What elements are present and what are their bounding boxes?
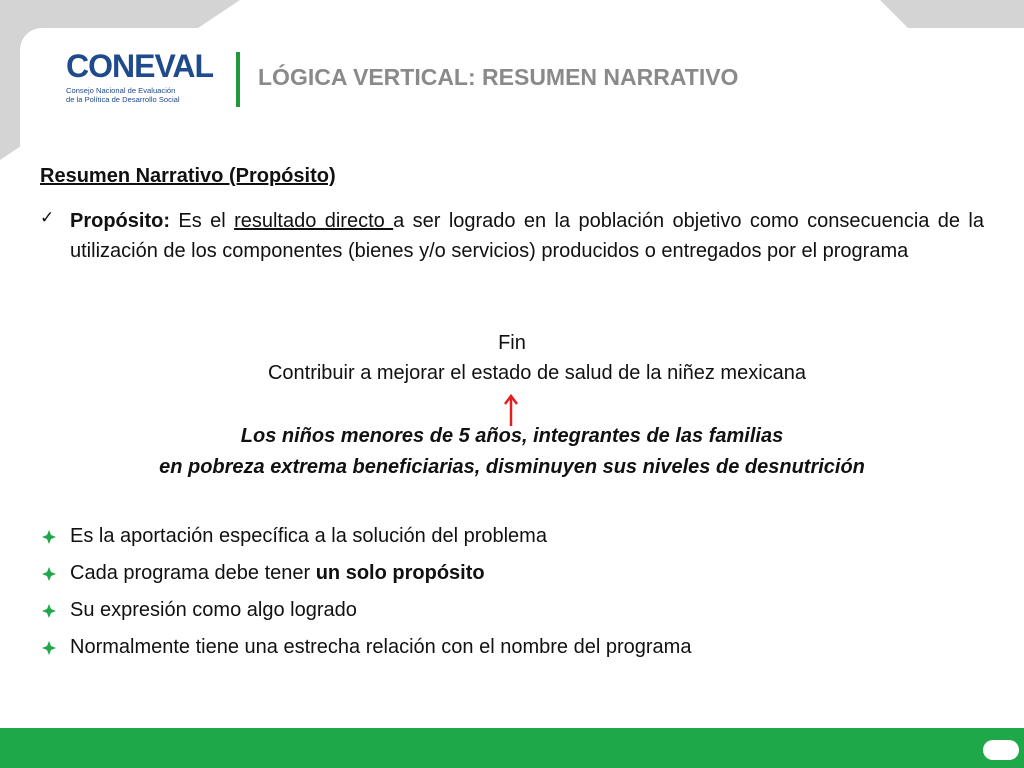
check-icon: ✓ <box>40 208 55 227</box>
list-item-text: Su expresión como algo logrado <box>70 599 357 621</box>
slide-title: LÓGICA VERTICAL: RESUMEN NARRATIVO <box>258 64 739 90</box>
coneval-logo <box>66 50 216 114</box>
section-heading: Resumen Narrativo (Propósito) <box>40 165 336 187</box>
logo-subtitle <box>66 86 216 104</box>
list-item-text: Es la aportación específica a la solución del problema <box>70 525 547 547</box>
definition-text-after: a ser logrado en la población objetivo como consecuencia de la utilización de los componentes (bienes y/o servicios) producidos o entregados por el programa <box>70 210 984 262</box>
proposito-statement <box>40 421 984 483</box>
fin-block <box>40 328 984 388</box>
list-item-bold: un solo propósito <box>315 562 485 584</box>
list-item <box>40 518 984 555</box>
logo-subtitle-line1: Consejo Nacional de Evaluación <box>66 86 176 95</box>
footer-pill <box>983 740 1019 760</box>
definition-text-before: Es el <box>170 210 235 232</box>
header-divider <box>236 52 240 107</box>
definition-underlined: resultado directo <box>234 210 394 232</box>
list-item <box>40 592 984 629</box>
logo-wordmark: CONEVAL <box>66 48 214 84</box>
list-item-text: Normalmente tiene una estrecha relación con el nombre del programa <box>70 636 692 658</box>
definition-text <box>70 206 984 266</box>
characteristics-list <box>40 518 984 666</box>
fin-label: Fin <box>498 332 526 354</box>
diamond-bullet-icon <box>42 567 56 581</box>
proposito-line2: en pobreza extrema beneficiarias, disminuyen sus niveles de desnutrición <box>159 456 865 478</box>
footer-bar <box>0 728 1024 768</box>
fin-goal: Contribuir a mejorar el estado de salud de la niñez mexicana <box>267 362 807 384</box>
list-item-text: Cada programa debe tener <box>70 562 316 584</box>
list-item <box>40 555 984 592</box>
diamond-bullet-icon <box>42 604 56 618</box>
definition-term: Propósito: <box>70 210 170 232</box>
diamond-bullet-icon <box>42 530 56 544</box>
definition-block <box>40 206 984 266</box>
logo-subtitle-line2: de la Política de Desarrollo Social <box>66 95 180 104</box>
list-item <box>40 629 984 666</box>
proposito-line1: Los niños menores de 5 años, integrantes de las familias <box>240 425 784 447</box>
diamond-bullet-icon <box>42 641 56 655</box>
